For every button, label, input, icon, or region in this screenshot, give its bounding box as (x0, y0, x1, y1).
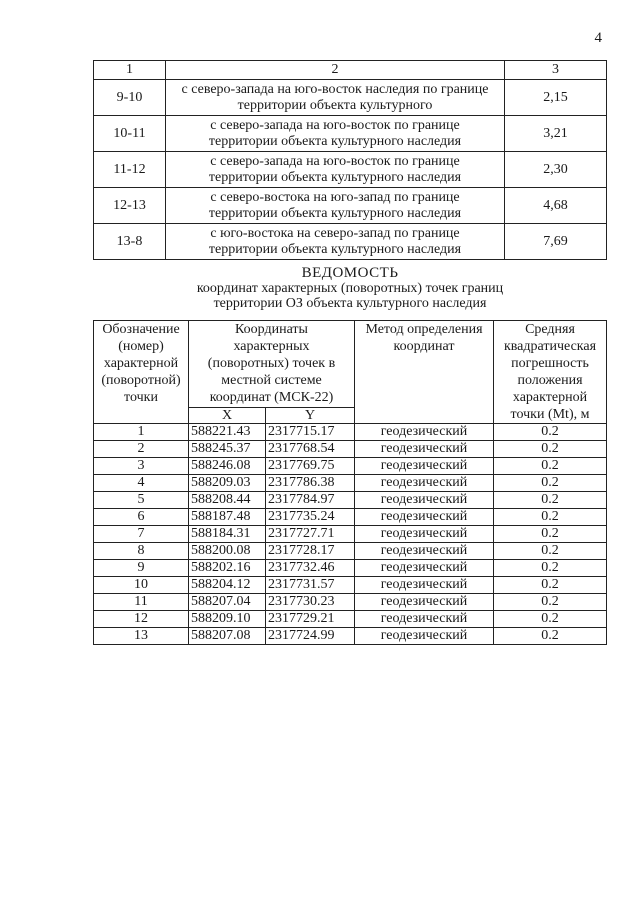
segment-description-line1: с юго-востока на северо-запад по границе (210, 225, 460, 241)
method-value: геодезический (355, 611, 494, 628)
segment-row (94, 188, 607, 224)
header-point-number-line: точки (124, 390, 158, 405)
method-value: геодезический (355, 526, 494, 543)
point-number: 7 (94, 526, 189, 543)
header-error-line: точки (Mt), м (510, 407, 590, 422)
segments-header-row (94, 61, 607, 80)
coordinate-y: 2317732.46 (266, 560, 355, 577)
segment-row (94, 152, 607, 188)
segment-distance: 2,30 (505, 152, 607, 188)
error-value: 0.2 (494, 441, 607, 458)
segment-row (94, 116, 607, 152)
header-error-line: характерной (512, 390, 588, 405)
point-number: 12 (94, 611, 189, 628)
coordinate-y: 2317784.97 (266, 492, 355, 509)
segment-id: 11-12 (94, 152, 166, 188)
segment-description-line2: территории объекта культурного (237, 97, 433, 113)
header-x: X (189, 407, 266, 423)
coordinate-y: 2317768.54 (266, 441, 355, 458)
header-error-line: Средняя (525, 322, 575, 337)
header-error-line: положения (517, 373, 583, 388)
segments-header-col3: 3 (505, 61, 607, 80)
coordinate-y: 2317729.21 (266, 611, 355, 628)
point-number: 3 (94, 458, 189, 475)
header-error-line: погрешность (511, 356, 589, 371)
coordinate-y: 2317735.24 (266, 509, 355, 526)
segment-id: 13-8 (94, 224, 166, 260)
coordinate-x: 588246.08 (189, 458, 266, 475)
coordinate-x: 588221.43 (189, 424, 266, 441)
coordinate-row (94, 577, 607, 594)
error-value: 0.2 (494, 458, 607, 475)
segment-id: 12-13 (94, 188, 166, 224)
segment-description (166, 116, 505, 152)
segment-row (94, 80, 607, 116)
coordinate-x: 588200.08 (189, 543, 266, 560)
coordinate-row (94, 594, 607, 611)
error-value: 0.2 (494, 628, 607, 645)
coordinate-x: 588209.03 (189, 475, 266, 492)
coordinate-y: 2317769.75 (266, 458, 355, 475)
segment-distance: 2,15 (505, 80, 607, 116)
coordinate-row (94, 543, 607, 560)
header-method (355, 321, 494, 424)
point-number: 10 (94, 577, 189, 594)
method-value: геодезический (355, 424, 494, 441)
method-value: геодезический (355, 441, 494, 458)
error-value: 0.2 (494, 509, 607, 526)
header-point-number (94, 321, 189, 424)
coordinate-y: 2317786.38 (266, 475, 355, 492)
coordinate-row (94, 611, 607, 628)
segment-description-line2: территории объекта культурного наследия (208, 169, 462, 185)
segments-header-col2: 2 (166, 61, 505, 80)
segment-distance: 7,69 (505, 224, 607, 260)
header-point-number-line: Обозначение (102, 322, 180, 337)
error-value: 0.2 (494, 475, 607, 492)
point-number: 2 (94, 441, 189, 458)
coordinate-row (94, 475, 607, 492)
header-coordinates-line: координат (МСК-22) (209, 390, 334, 405)
point-number: 9 (94, 560, 189, 577)
segments-table-body (94, 80, 607, 260)
coordinate-row (94, 441, 607, 458)
error-value: 0.2 (494, 560, 607, 577)
segment-description-line1: с северо-запада на юго-восток по границе (210, 117, 460, 133)
point-number: 13 (94, 628, 189, 645)
coordinate-x: 588209.10 (189, 611, 266, 628)
page-number: 4 (594, 30, 602, 46)
segment-id: 9-10 (94, 80, 166, 116)
segment-description (166, 188, 505, 224)
header-y: Y (266, 407, 355, 423)
header-coordinates-line: местной системе (221, 373, 322, 388)
segment-description-line2: территории объекта культурного наследия (208, 241, 462, 257)
header-method-line: координат (393, 339, 455, 354)
error-value: 0.2 (494, 526, 607, 543)
segment-description-line1: с северо-запада на юго-восток по границе (210, 153, 460, 169)
header-coordinates-line: характерных (233, 339, 310, 354)
error-value: 0.2 (494, 492, 607, 509)
coordinates-header-row (94, 321, 607, 408)
coordinate-x: 588204.12 (189, 577, 266, 594)
segment-description (166, 80, 505, 116)
coordinates-table-body (94, 424, 607, 645)
point-number: 5 (94, 492, 189, 509)
point-number: 11 (94, 594, 189, 611)
segment-description (166, 224, 505, 260)
coordinate-y: 2317727.71 (266, 526, 355, 543)
method-value: геодезический (355, 594, 494, 611)
segments-table (93, 60, 607, 260)
method-value: геодезический (355, 475, 494, 492)
point-number: 8 (94, 543, 189, 560)
segment-description-line1: с северо-запада на юго-восток наследия по границе (181, 81, 489, 97)
coordinate-y: 2317728.17 (266, 543, 355, 560)
coordinate-y: 2317731.57 (266, 577, 355, 594)
header-error-line: квадратическая (503, 339, 597, 354)
method-value: геодезический (355, 628, 494, 645)
statement-title: ВЕДОМОСТЬ (301, 265, 399, 281)
coordinate-y: 2317715.17 (266, 424, 355, 441)
coordinates-table (93, 320, 607, 645)
error-value: 0.2 (494, 577, 607, 594)
segment-distance: 4,68 (505, 188, 607, 224)
coordinate-x: 588208.44 (189, 492, 266, 509)
method-value: геодезический (355, 560, 494, 577)
coordinate-x: 588207.04 (189, 594, 266, 611)
point-number: 4 (94, 475, 189, 492)
coordinate-x: 588202.16 (189, 560, 266, 577)
segment-description-line2: территории объекта культурного наследия (208, 133, 462, 149)
statement-subtitle-line2: территории ОЗ объекта культурного наследия (213, 296, 487, 311)
header-error (494, 321, 607, 424)
coordinate-y: 2317730.23 (266, 594, 355, 611)
error-value: 0.2 (494, 611, 607, 628)
method-value: геодезический (355, 509, 494, 526)
header-point-number-line: (поворотной) (101, 373, 181, 388)
segment-description (166, 152, 505, 188)
header-point-number-line: характерной (103, 356, 179, 371)
segment-distance: 3,21 (505, 116, 607, 152)
header-point-number-line: (номер) (118, 339, 164, 354)
header-coordinates-line: (поворотных) точек в (207, 356, 336, 371)
coordinate-row (94, 509, 607, 526)
coordinate-row (94, 424, 607, 441)
coordinate-x: 588245.37 (189, 441, 266, 458)
header-coordinates (189, 321, 355, 408)
method-value: геодезический (355, 458, 494, 475)
coordinate-x: 588187.48 (189, 509, 266, 526)
coordinate-row (94, 526, 607, 543)
coordinate-row (94, 492, 607, 509)
segment-description-line2: территории объекта культурного наследия (208, 205, 462, 221)
coordinate-row (94, 560, 607, 577)
segment-row (94, 224, 607, 260)
coordinate-y: 2317724.99 (266, 628, 355, 645)
coordinate-x: 588207.08 (189, 628, 266, 645)
coordinate-row (94, 458, 607, 475)
method-value: геодезический (355, 492, 494, 509)
header-coordinates-line: Координаты (235, 322, 308, 337)
error-value: 0.2 (494, 594, 607, 611)
error-value: 0.2 (494, 543, 607, 560)
method-value: геодезический (355, 543, 494, 560)
segment-description-line1: с северо-востока на юго-запад по границе (210, 189, 460, 205)
statement-subtitle-line1: координат характерных (поворотных) точек границ (196, 281, 504, 296)
coordinate-x: 588184.31 (189, 526, 266, 543)
segment-id: 10-11 (94, 116, 166, 152)
segments-header-col1: 1 (94, 61, 166, 80)
header-method-line: Метод определения (365, 322, 483, 337)
method-value: геодезический (355, 577, 494, 594)
error-value: 0.2 (494, 424, 607, 441)
point-number: 1 (94, 424, 189, 441)
point-number: 6 (94, 509, 189, 526)
coordinate-row (94, 628, 607, 645)
statement-heading (93, 266, 607, 311)
